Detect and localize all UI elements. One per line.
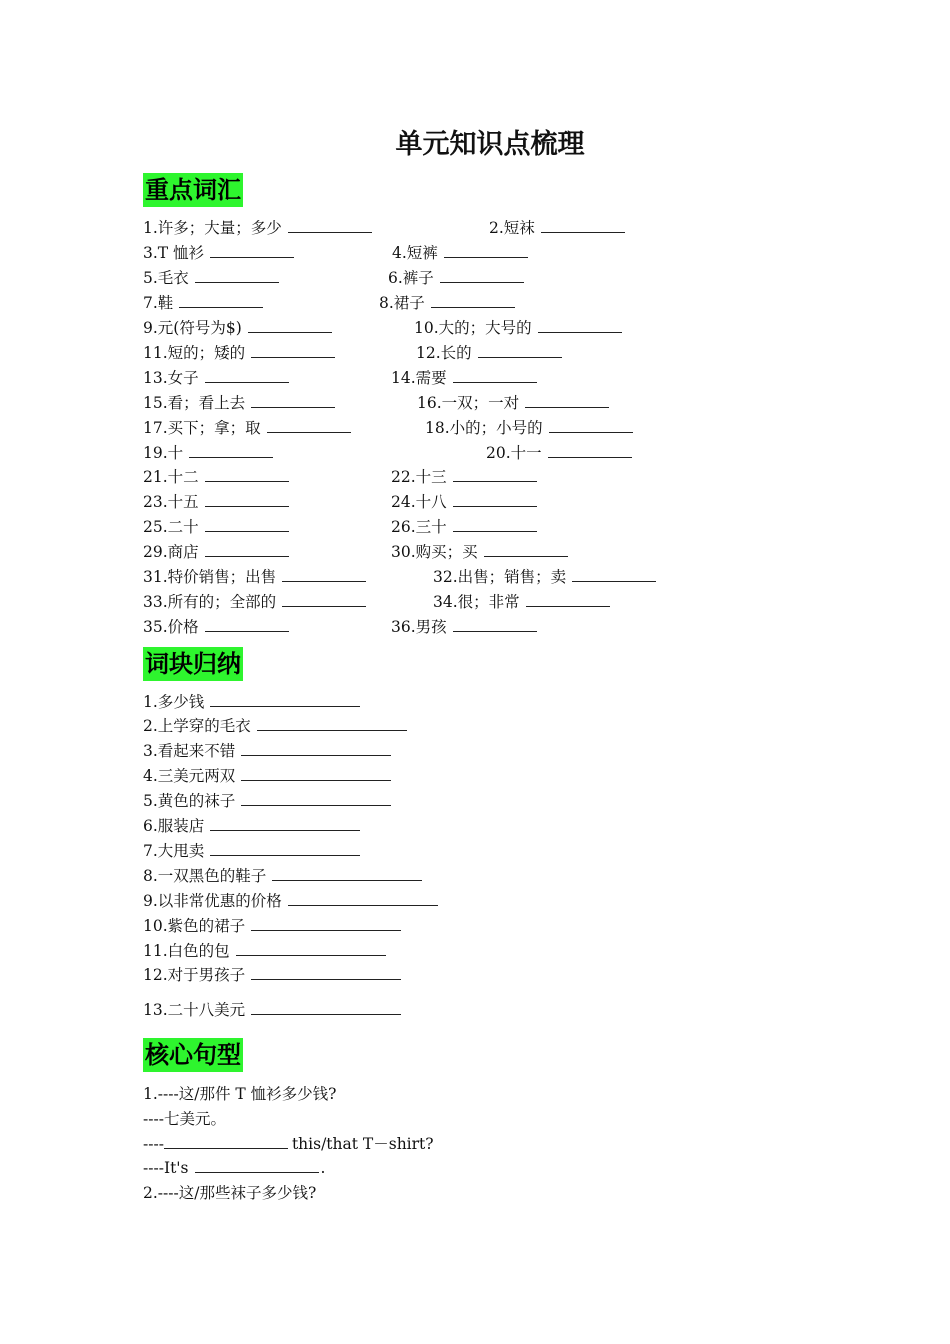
vocab-label: 11.短的；矮的 [143, 344, 246, 362]
vocab-item [391, 368, 537, 388]
phrase-item [143, 866, 422, 886]
vocab-label: 33.所有的；全部的 [143, 593, 277, 611]
answer-blank[interactable] [195, 268, 279, 283]
answer-blank[interactable] [210, 692, 360, 707]
phrase-item [143, 941, 386, 961]
vocab-item [143, 418, 351, 438]
sentence-line [143, 1158, 325, 1178]
phrase-item [143, 692, 360, 712]
phrase-item [143, 791, 391, 811]
vocab-label: 22.十三 [391, 468, 447, 486]
vocab-item [392, 243, 528, 263]
answer-blank[interactable] [251, 393, 335, 408]
answer-blank[interactable] [179, 293, 263, 308]
vocab-item [143, 218, 372, 238]
vocab-label: 13.女子 [143, 369, 199, 387]
section-heading-sentences: 核心句型 [143, 1038, 243, 1072]
vocab-item [143, 443, 273, 463]
sentence-line: 1.----这/那件 T 恤衫多少钱? [143, 1085, 337, 1103]
phrase-label: 8.一双黑色的鞋子 [143, 867, 267, 885]
answer-blank[interactable] [526, 592, 610, 607]
vocab-label: 30.购买；买 [391, 543, 478, 561]
vocab-item [143, 467, 289, 487]
vocab-item [143, 617, 289, 637]
answer-blank[interactable] [205, 467, 289, 482]
answer-blank[interactable] [282, 567, 366, 582]
vocab-label: 18.小的；小号的 [425, 419, 543, 437]
vocab-item [379, 293, 515, 313]
answer-blank[interactable] [248, 318, 332, 333]
vocab-item [414, 318, 622, 338]
vocab-item [416, 343, 562, 363]
answer-blank[interactable] [541, 218, 625, 233]
vocab-label: 2.短袜 [489, 219, 535, 237]
vocab-item [486, 443, 632, 463]
answer-blank[interactable] [189, 443, 273, 458]
answer-blank[interactable] [453, 617, 537, 632]
section-heading-vocab: 重点词汇 [143, 173, 243, 207]
vocab-item [143, 592, 366, 612]
vocab-label: 9.元(符号为$) [143, 319, 242, 337]
answer-blank[interactable] [205, 542, 289, 557]
answer-blank[interactable] [267, 418, 351, 433]
answer-blank[interactable] [195, 1158, 319, 1173]
vocab-label: 15.看；看上去 [143, 394, 246, 412]
section-heading-phrases: 词块归纳 [143, 647, 243, 681]
answer-blank[interactable] [525, 393, 609, 408]
vocab-label: 6.裤子 [388, 269, 434, 287]
vocab-item [143, 243, 294, 263]
page-title: 单元知识点梳理 [395, 129, 585, 160]
vocab-label: 20.十一 [486, 444, 542, 462]
phrase-label: 6.服装店 [143, 817, 205, 835]
vocab-item [143, 368, 289, 388]
answer-blank[interactable] [205, 517, 289, 532]
vocab-item [391, 617, 537, 637]
answer-blank[interactable] [288, 218, 372, 233]
answer-blank[interactable] [251, 916, 401, 931]
answer-blank[interactable] [210, 243, 294, 258]
vocab-label: 17.买下；拿；取 [143, 419, 261, 437]
sentence-prefix: ---- [143, 1135, 164, 1153]
answer-blank[interactable] [431, 293, 515, 308]
answer-blank[interactable] [210, 816, 360, 831]
answer-blank[interactable] [453, 368, 537, 383]
sentence-prefix: ----It's [143, 1159, 189, 1177]
vocab-label: 12.长的 [416, 344, 472, 362]
vocab-label: 1.许多；大量；多少 [143, 219, 282, 237]
vocab-item [391, 492, 537, 512]
phrase-label: 13.二十八美元 [143, 1001, 246, 1019]
vocab-item [417, 393, 609, 413]
answer-blank[interactable] [251, 1000, 401, 1015]
vocab-label: 31.特价销售；出售 [143, 568, 277, 586]
vocab-item [391, 517, 537, 537]
phrase-label: 3.看起来不错 [143, 742, 236, 760]
vocab-label: 16.一双；一对 [417, 394, 520, 412]
phrase-label: 7.大甩卖 [143, 842, 205, 860]
answer-blank[interactable] [236, 941, 386, 956]
vocab-label: 34.很；非常 [433, 593, 520, 611]
vocab-label: 5.毛衣 [143, 269, 189, 287]
vocab-label: 7.鞋 [143, 294, 174, 312]
vocab-item [143, 293, 263, 313]
phrase-item [143, 816, 360, 836]
vocab-label: 35.价格 [143, 618, 199, 636]
vocab-label: 21.十二 [143, 468, 199, 486]
phrase-item [143, 716, 407, 736]
vocab-item [143, 492, 289, 512]
vocab-label: 36.男孩 [391, 618, 447, 636]
answer-blank[interactable] [444, 243, 528, 258]
answer-blank[interactable] [288, 891, 438, 906]
vocab-label: 23.十五 [143, 493, 199, 511]
phrase-item [143, 741, 391, 761]
phrase-label: 9.以非常优惠的价格 [143, 892, 282, 910]
vocab-item [143, 318, 332, 338]
vocab-label: 32.出售；销售；卖 [433, 568, 567, 586]
vocab-label: 19.十 [143, 444, 184, 462]
answer-blank[interactable] [241, 741, 391, 756]
answer-blank[interactable] [440, 268, 524, 283]
sentence-line: ----七美元。 [143, 1110, 226, 1128]
phrase-label: 4.三美元两双 [143, 767, 236, 785]
answer-blank[interactable] [257, 716, 407, 731]
sentence-line [143, 1134, 434, 1154]
vocab-label: 8.裙子 [379, 294, 425, 312]
answer-blank[interactable] [538, 318, 622, 333]
vocab-item [489, 218, 625, 238]
answer-blank[interactable] [205, 617, 289, 632]
answer-blank[interactable] [478, 343, 562, 358]
vocab-item [433, 567, 656, 587]
sentence-suffix: this/that T－shirt? [291, 1135, 434, 1153]
phrase-label: 12.对于男孩子 [143, 966, 246, 984]
answer-blank[interactable] [205, 368, 289, 383]
answer-blank[interactable] [453, 517, 537, 532]
vocab-label: 4.短裤 [392, 244, 438, 262]
phrase-item [143, 891, 438, 911]
phrase-item [143, 841, 360, 861]
answer-blank[interactable] [251, 343, 335, 358]
vocab-label: 10.大的；大号的 [414, 319, 532, 337]
phrase-label: 11.白色的包 [143, 942, 230, 960]
answer-blank[interactable] [453, 467, 537, 482]
answer-blank[interactable] [205, 492, 289, 507]
answer-blank[interactable] [572, 567, 656, 582]
phrase-label: 2.上学穿的毛衣 [143, 717, 251, 735]
phrase-label: 1.多少钱 [143, 693, 205, 711]
answer-blank[interactable] [210, 841, 360, 856]
sentence-line: 2.----这/那些袜子多少钱? [143, 1184, 317, 1202]
answer-blank[interactable] [241, 766, 391, 781]
answer-blank[interactable] [548, 443, 632, 458]
vocab-item [143, 393, 335, 413]
vocab-label: 29.商店 [143, 543, 199, 561]
vocab-label: 24.十八 [391, 493, 447, 511]
vocab-item [391, 542, 568, 562]
phrase-item [143, 965, 401, 985]
vocab-label: 26.三十 [391, 518, 447, 536]
vocab-item [143, 542, 289, 562]
sentence-suffix: . [320, 1159, 326, 1177]
vocab-label: 14.需要 [391, 369, 447, 387]
answer-blank[interactable] [164, 1134, 288, 1149]
answer-blank[interactable] [453, 492, 537, 507]
answer-blank[interactable] [484, 542, 568, 557]
vocab-item [143, 343, 335, 363]
vocab-item [425, 418, 633, 438]
answer-blank[interactable] [282, 592, 366, 607]
phrase-label: 10.紫色的裙子 [143, 917, 246, 935]
phrase-label: 5.黄色的袜子 [143, 792, 236, 810]
answer-blank[interactable] [251, 965, 401, 980]
vocab-label: 25.二十 [143, 518, 199, 536]
vocab-label: 3.T 恤衫 [143, 244, 205, 262]
vocab-item [143, 268, 279, 288]
phrase-item [143, 766, 391, 786]
phrase-item [143, 916, 401, 936]
answer-blank[interactable] [241, 791, 391, 806]
vocab-item [388, 268, 524, 288]
answer-blank[interactable] [549, 418, 633, 433]
vocab-item [433, 592, 610, 612]
vocab-item [143, 517, 289, 537]
vocab-item [391, 467, 537, 487]
phrase-item [143, 1000, 401, 1020]
vocab-item [143, 567, 366, 587]
answer-blank[interactable] [272, 866, 422, 881]
